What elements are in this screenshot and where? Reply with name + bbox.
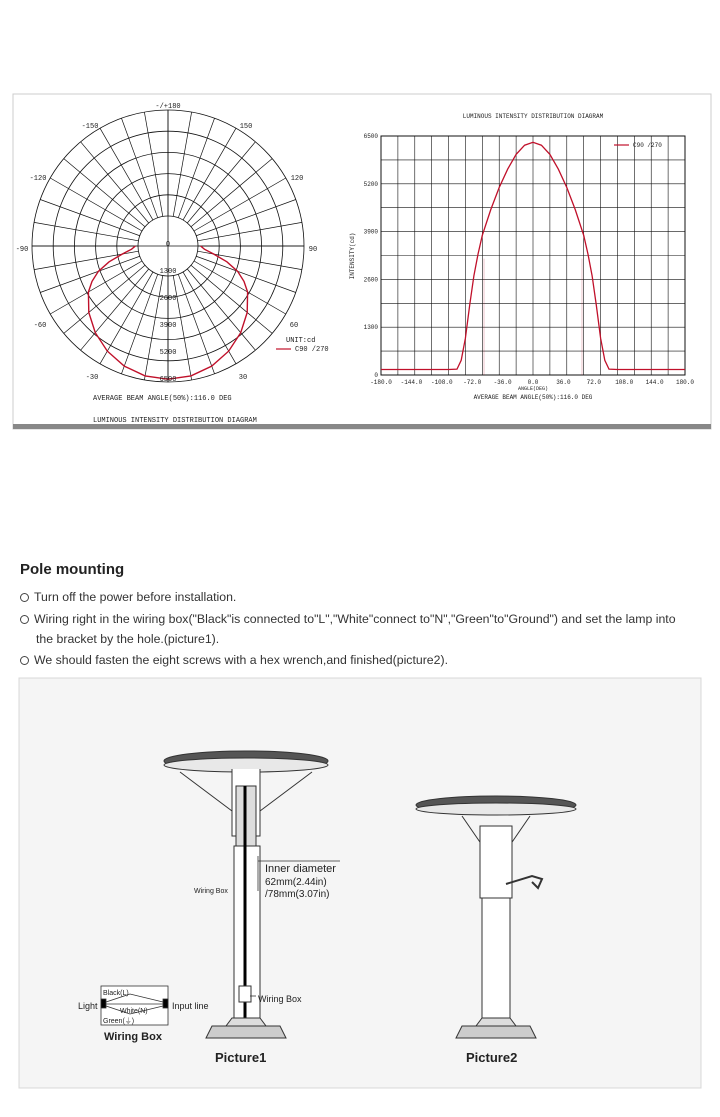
polar-label-m30: -30 (85, 374, 99, 382)
wire-green-label: Green(⏚) (103, 1018, 135, 1025)
step-3-text: We should fasten the eight screws with a hex wrench,and finished(picture2). (34, 653, 448, 667)
instruction-step-1 (20, 587, 236, 607)
chart-x-tick-label: 0.0 (527, 379, 539, 386)
chart-x-tick-label: -72.0 (463, 379, 482, 386)
polar-radial-label-5: 6500 (159, 376, 177, 384)
instruction-step-3 (20, 650, 448, 670)
chart-x-tick-label: 108.0 (615, 379, 634, 386)
chart-ylabel: INTENSITY(cd) (349, 232, 356, 280)
chart-y-tick-label: 0 (374, 372, 378, 379)
chart-x-tick-label: 144.0 (645, 379, 664, 386)
wire-black-label: Black(L) (103, 990, 129, 997)
step-1-text: Turn off the power before installation. (34, 590, 237, 604)
chart-y-tick-label: 6500 (363, 133, 378, 140)
pole-wiring-box (239, 986, 251, 1002)
wiring-box-title: Wiring Box (104, 1031, 162, 1043)
wire-white-label: White(N) (120, 1008, 148, 1015)
chart-x-tick-label: -180.0 (370, 379, 392, 386)
polar-label-60: 60 (289, 322, 299, 330)
chart-xlabel: ANGLE(DEG) (517, 386, 549, 392)
polar-label-m120: -120 (29, 175, 47, 183)
polar-label-30: 30 (238, 374, 248, 382)
pole2-base (456, 1026, 536, 1038)
section-title: Pole mounting (20, 561, 125, 578)
instruction-step-2 (20, 609, 710, 649)
inner-diameter-label: Inner diameter (265, 863, 336, 875)
chart-x-tick-label: -36.0 (493, 379, 512, 386)
figure-frame (19, 678, 701, 1088)
polar-label-m150: -150 (81, 123, 99, 131)
polar-legend: C90 /270 (295, 346, 329, 354)
polar-radial-label-4: 5200 (159, 349, 177, 357)
chart-y-tick-label: 2600 (363, 276, 378, 284)
chart-x-tick-label: 72.0 (586, 379, 602, 386)
wiring-box-side-label: Wiring Box (258, 994, 302, 1004)
polar-beam-angle: AVERAGE BEAM ANGLE(50%):116.0 DEG (93, 395, 232, 403)
chart-y-tick-label: 5200 (363, 180, 378, 188)
polar-label-150: 150 (239, 123, 253, 131)
chart-x-tick-label: -108.0 (430, 379, 453, 386)
lamp2-bracket (480, 826, 512, 898)
polar-label-90: 90 (308, 246, 318, 254)
chart-x-tick-label: 36.0 (556, 379, 571, 386)
wiring-right-terminal (163, 999, 168, 1008)
bullet-icon (20, 656, 29, 665)
pole-base-flange (226, 1018, 266, 1026)
chart-y-tick-label: 1300 (363, 324, 378, 332)
photometric-panel (0, 88, 720, 438)
polar-radial-label-3: 3900 (159, 322, 177, 330)
bullet-icon (20, 615, 29, 624)
step-2-text-cont: the bracket by the hole.(picture1). (36, 632, 220, 646)
dimension-1: 62mm(2.44in) (265, 877, 327, 888)
polar-label-180: -/+180 (155, 103, 181, 111)
pole-base (206, 1026, 286, 1038)
picture1-caption: Picture1 (215, 1050, 267, 1065)
polar-radial-label-2: 2600 (159, 295, 177, 303)
polar-caption: LUMINOUS INTENSITY DISTRIBUTION DIAGRAM (93, 417, 257, 425)
polar-label-center: 0 (165, 241, 171, 249)
chart-beam-angle: AVERAGE BEAM ANGLE(50%):116.0 DEG (473, 394, 593, 401)
chart-legend: C90 /270 (633, 142, 662, 149)
polar-label-m90: -90 (15, 246, 29, 254)
light-label: Light (78, 1001, 98, 1011)
polar-label-120: 120 (290, 175, 304, 183)
pole2-base-flange (476, 1018, 516, 1026)
polar-radial-label-1: 1300 (159, 268, 177, 276)
picture2-caption: Picture2 (466, 1050, 518, 1065)
wiring-box-pole-label: Wiring Box (194, 888, 228, 895)
chart-title: LUMINOUS INTENSITY DISTRIBUTION DIAGRAM (462, 113, 604, 120)
polar-label-m60: -60 (33, 322, 47, 330)
step-2-text: Wiring right in the wiring box("Black"is connected to"L","White"connect to"N","Green"to"Ground") and set the lamp into (34, 612, 676, 626)
chart-x-tick-label: -144.0 (400, 379, 423, 386)
pole2 (482, 898, 510, 1018)
chart-x-tick-label: 180.0 (675, 379, 695, 386)
chart-y-tick-label: 3900 (363, 228, 378, 236)
dimension-2: /78mm(3.07in) (265, 889, 330, 900)
bullet-icon (20, 593, 29, 602)
installation-figure (0, 676, 720, 1116)
cartesian-chart (364, 133, 695, 386)
wiring-left-terminal (101, 999, 106, 1008)
polar-unit: UNIT:cd (286, 337, 316, 345)
lamp2-head-bottom (416, 803, 576, 815)
input-line-label: Input line (172, 1001, 209, 1011)
